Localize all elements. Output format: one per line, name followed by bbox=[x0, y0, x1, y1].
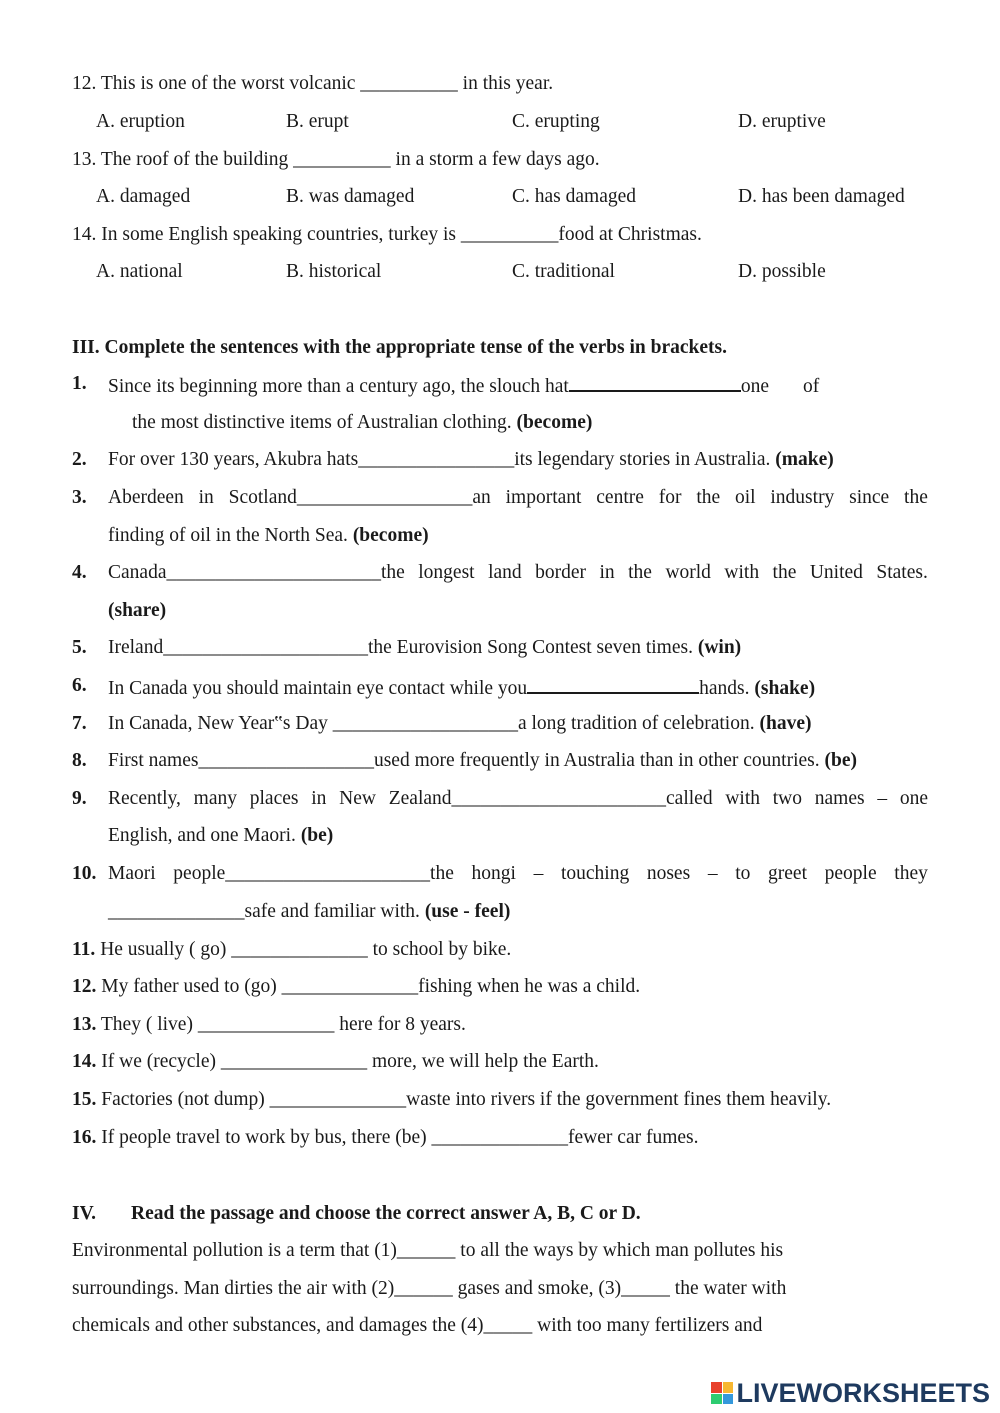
q14-option-c: C. traditional bbox=[512, 261, 615, 282]
item-1-line-2 bbox=[132, 411, 592, 435]
q13-option-d: D. has been damaged bbox=[738, 186, 905, 207]
item-16-text: If people travel to work by bus, there (be) ______________fewer car fumes. bbox=[96, 1127, 699, 1148]
q13-stem: 13. The roof of the building __________ in a storm a few days ago. bbox=[72, 149, 600, 170]
q12-stem: 12. This is one of the worst volcanic __________ in this year. bbox=[72, 73, 554, 94]
q12-option-c: C. erupting bbox=[512, 111, 600, 132]
item-13-number: 13. bbox=[72, 1014, 97, 1035]
item-4-verb: (share) bbox=[108, 600, 167, 621]
item-10-word: – bbox=[533, 863, 544, 884]
item-1-post-2: of bbox=[803, 376, 820, 397]
item-9-word: in bbox=[311, 788, 327, 809]
item-3-word: since bbox=[849, 487, 890, 508]
item-2-number: 2. bbox=[72, 449, 87, 470]
item-9-line-2 bbox=[108, 824, 333, 848]
item-3-word: the bbox=[696, 487, 721, 508]
item-9-verb: (be) bbox=[300, 825, 334, 846]
q14-option-a: A. national bbox=[96, 261, 183, 282]
item-10-word: noses bbox=[646, 863, 691, 884]
item-9-word: with bbox=[725, 788, 761, 809]
section-4-heading: Read the passage and choose the correct answer A, B, C or D. bbox=[131, 1203, 641, 1224]
item-9-word: Zealand______________________called bbox=[388, 788, 713, 809]
item-8-line bbox=[108, 749, 857, 773]
item-10-line-2 bbox=[108, 900, 510, 924]
q14-stem: 14. In some English speaking countries, turkey is __________food at Christmas. bbox=[72, 224, 702, 245]
passage-line-1: Environmental pollution is a term that (1)______ to all the ways by which man pollutes his bbox=[72, 1240, 784, 1261]
item-4-word: United bbox=[809, 562, 863, 583]
item-9-word: Recently, bbox=[108, 788, 181, 809]
item-9-word: places bbox=[249, 788, 299, 809]
item-10-word: people_____________________the bbox=[173, 863, 454, 884]
item-1-post: one bbox=[740, 376, 769, 397]
item-8-verb: (be) bbox=[824, 750, 858, 771]
item-15-text: Factories (not dump) ______________waste into rivers if the government fines them heavily. bbox=[96, 1089, 832, 1110]
item-13-text: They ( live) ______________ here for 8 years. bbox=[96, 1014, 466, 1035]
item-14-text: If we (recycle) _______________ more, we will help the Earth. bbox=[96, 1051, 599, 1072]
item-12-text: My father used to (go) ______________fishing when he was a child. bbox=[96, 976, 641, 997]
item-10-text-2: ______________safe and familiar with. bbox=[108, 901, 425, 922]
item-15-number: 15. bbox=[72, 1089, 97, 1110]
item-4-word: world bbox=[665, 562, 711, 583]
item-11-number: 11. bbox=[72, 939, 96, 960]
liveworksheets-icon bbox=[711, 1382, 733, 1404]
q12-option-a: A. eruption bbox=[96, 111, 185, 132]
item-3-word: the bbox=[904, 487, 928, 508]
item-1-verb: (become) bbox=[516, 412, 593, 433]
item-9-word: many bbox=[193, 788, 237, 809]
item-3-word: Scotland__________________an bbox=[228, 487, 491, 508]
item-4-word: longest bbox=[418, 562, 475, 583]
q13-option-b: B. was damaged bbox=[286, 186, 415, 207]
item-10-word: hongi bbox=[471, 863, 516, 884]
item-3-line-1 bbox=[108, 486, 928, 510]
item-16-number: 16. bbox=[72, 1127, 97, 1148]
item-3-word: industry bbox=[770, 487, 835, 508]
item-1-line-1 bbox=[108, 372, 819, 399]
item-3-word: for bbox=[658, 487, 682, 508]
item-9-number: 9. bbox=[72, 788, 87, 809]
item-9-word: two bbox=[772, 788, 803, 809]
q13-option-c: C. has damaged bbox=[512, 186, 637, 207]
item-6-line bbox=[108, 674, 815, 701]
item-4-word: States. bbox=[876, 562, 928, 583]
item-14-number: 14. bbox=[72, 1051, 97, 1072]
item-4-number: 4. bbox=[72, 562, 87, 583]
item-4-word: the bbox=[772, 562, 797, 583]
item-4-word: border bbox=[535, 562, 587, 583]
item-4-word: in bbox=[599, 562, 615, 583]
item-12-number: 12. bbox=[72, 976, 97, 997]
item-1-text-2: the most distinctive items of Australian clothing. bbox=[132, 412, 517, 433]
item-7-line bbox=[108, 712, 811, 736]
item-9-word: one bbox=[899, 788, 928, 809]
item-10-number: 10. bbox=[72, 863, 97, 884]
item-10-word: Maori bbox=[108, 863, 156, 884]
item-3-number: 3. bbox=[72, 487, 87, 508]
item-10-word: people bbox=[824, 863, 877, 884]
item-15-line bbox=[72, 1088, 831, 1112]
passage-line-2: surroundings. Man dirties the air with (2)______ gases and smoke, (3)_____ the water with bbox=[72, 1278, 787, 1299]
item-1-text: Since its beginning more than a century ago, the slouch hat bbox=[108, 376, 569, 397]
item-3-word: important bbox=[505, 487, 582, 508]
passage-line-3: chemicals and other substances, and damages the (4)_____ with too many fertilizers and bbox=[72, 1315, 763, 1336]
item-4-word: the bbox=[628, 562, 652, 583]
item-4-word: with bbox=[724, 562, 760, 583]
item-10-word: greet bbox=[768, 863, 808, 884]
q14-option-b: B. historical bbox=[286, 261, 382, 282]
item-6-verb: (shake) bbox=[754, 678, 816, 699]
item-2-verb: (make) bbox=[775, 449, 834, 470]
item-4-word: land bbox=[488, 562, 522, 583]
item-13-line bbox=[72, 1013, 466, 1037]
item-8-number: 8. bbox=[72, 750, 87, 771]
item-10-verb: (use - feel) bbox=[424, 901, 511, 922]
item-6-post: hands. bbox=[699, 678, 755, 699]
liveworksheets-wordmark: LIVEWORKSHEETS bbox=[736, 1377, 990, 1408]
item-7-text: In Canada, New Year‟s Day ___________________a long tradition of celebration. bbox=[108, 713, 760, 734]
item-2-text: For over 130 years, Akubra hats________________its legendary stories in Australia. bbox=[108, 449, 776, 470]
item-10-line-1 bbox=[108, 862, 928, 886]
item-16-line bbox=[72, 1126, 699, 1150]
item-10-word: – bbox=[707, 863, 718, 884]
item-3-word: oil bbox=[734, 487, 756, 508]
item-9-line-1 bbox=[108, 787, 928, 811]
liveworksheets-logo bbox=[711, 1379, 990, 1407]
item-3-word: in bbox=[198, 487, 214, 508]
item-4-line-1 bbox=[108, 561, 928, 585]
item-2-line bbox=[108, 448, 834, 472]
item-9-text-2: English, and one Maori. bbox=[108, 825, 301, 846]
item-6-text: In Canada you should maintain eye contact while you bbox=[108, 678, 528, 699]
item-1-number: 1. bbox=[72, 373, 87, 394]
item-11-text: He usually ( go) ______________ to school by bike. bbox=[95, 939, 512, 960]
section-3-heading: III. Complete the sentences with the appropriate tense of the verbs in brackets. bbox=[72, 337, 727, 358]
q12-option-d: D. eruptive bbox=[738, 111, 826, 132]
item-10-word: to bbox=[735, 863, 751, 884]
item-14-line bbox=[72, 1050, 599, 1074]
item-4-word: Canada______________________the bbox=[108, 562, 405, 583]
item-5-text: Ireland_____________________the Eurovision Song Contest seven times. bbox=[108, 637, 698, 658]
section-4-number: IV. bbox=[72, 1203, 97, 1224]
q12-option-b: B. erupt bbox=[286, 111, 349, 132]
item-5-number: 5. bbox=[72, 637, 87, 658]
item-10-word: touching bbox=[560, 863, 630, 884]
item-6-blank[interactable] bbox=[527, 674, 699, 694]
item-3-text-2: finding of oil in the North Sea. bbox=[108, 525, 353, 546]
item-10-word: they bbox=[894, 863, 928, 884]
item-12-line bbox=[72, 975, 640, 999]
item-7-number: 7. bbox=[72, 713, 87, 734]
item-7-verb: (have) bbox=[759, 713, 812, 734]
q14-option-d: D. possible bbox=[738, 261, 826, 282]
item-5-line bbox=[108, 636, 741, 660]
item-3-word: centre bbox=[596, 487, 644, 508]
item-3-word: Aberdeen bbox=[108, 487, 184, 508]
item-9-word: New bbox=[339, 788, 376, 809]
item-9-word: – bbox=[877, 788, 888, 809]
item-11-line bbox=[72, 938, 511, 962]
item-9-word: names bbox=[814, 788, 865, 809]
item-1-blank[interactable] bbox=[569, 372, 741, 392]
item-3-verb: (become) bbox=[352, 525, 429, 546]
item-8-text: First names__________________used more frequently in Australia than in other countries. bbox=[108, 750, 825, 771]
item-3-line-2 bbox=[108, 524, 429, 548]
item-5-verb: (win) bbox=[697, 637, 742, 658]
q13-option-a: A. damaged bbox=[96, 186, 191, 207]
item-6-number: 6. bbox=[72, 675, 87, 696]
